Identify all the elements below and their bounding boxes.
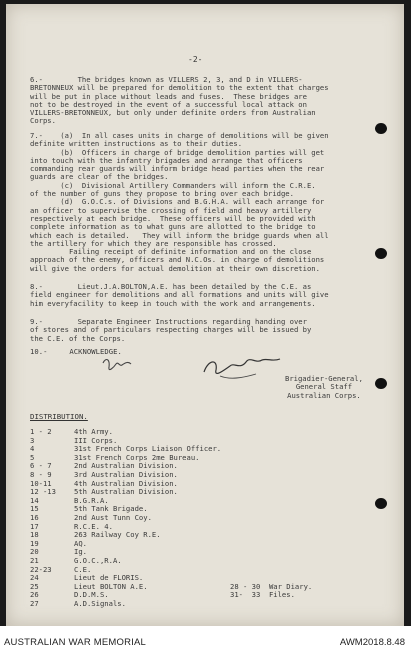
- brigadier-signature-icon: [200, 350, 290, 386]
- distribution-copy-number: 24: [30, 573, 39, 583]
- distribution-copy-number: 18: [30, 530, 39, 540]
- distribution-recipient: C.E.: [74, 564, 92, 574]
- punch-hole: [375, 248, 387, 259]
- distribution-side-row: 31- 33 Files.: [230, 590, 295, 600]
- distribution-recipient: R.C.E. 4.: [74, 521, 113, 531]
- paragraph-line: (c) Divisional Artillery Commanders will inform the C.R.E.: [30, 180, 316, 190]
- distribution-copy-number: 6 - 7: [30, 461, 52, 471]
- paragraph-line: definite written instructions as to their duties.: [30, 139, 243, 149]
- distribution-copy-number: 15: [30, 504, 39, 514]
- paragraph-line: field engineer for demolitions and all formations and units will give: [30, 290, 329, 300]
- distribution-recipient: III Corps.: [74, 435, 118, 445]
- paragraph-line: Failing receipt of definite information and on the close: [30, 247, 312, 257]
- paragraph-line: 9.- Separate Engineer Instructions regarding handing over: [30, 317, 307, 326]
- distribution-copy-number: 3: [30, 435, 35, 445]
- paragraph-line: 8.- Lieut.J.A.BOLTON,A.E. has been detailed by the C.E. as: [30, 282, 312, 291]
- paragraph-line: complete information as to what guns are allotted to the bridge to: [30, 222, 316, 232]
- distribution-copy-number: 21: [30, 556, 39, 565]
- paragraph-line: of the number of guns they propose to bring over each bridge.: [30, 189, 294, 199]
- paragraph-line: an officer to supervise the crossing of field and heavy artillery: [30, 205, 312, 215]
- paragraph-8: [30, 283, 370, 308]
- paragraph-line: 7.- (a) In all cases units in charge of demolitions will be given: [30, 131, 329, 140]
- distribution-recipient: 4th Army.: [74, 427, 113, 436]
- paragraph-9: [30, 318, 370, 343]
- paragraph-line: will be put in place without leads and fuses. These bridges are: [30, 91, 307, 101]
- paragraph-line: into touch with the infantry brigades and arrange that officers: [30, 155, 303, 165]
- punch-hole: [375, 498, 387, 509]
- paragraph-line: which each is detailed. They will inform the bridge guards when all: [30, 230, 329, 240]
- distribution-recipient: 5th Australian Division.: [74, 487, 178, 497]
- footer-source: AUSTRALIAN WAR MEMORIAL: [4, 637, 147, 648]
- signature-block: Brigadier-General, General Staff Australian Corps.: [285, 374, 363, 400]
- distribution-recipient: A.D.Signals.: [74, 599, 126, 608]
- footer-accession: AWM2018.8.48: [339, 637, 405, 648]
- paragraph-line: approach of the enemy, officers and N.C.Os. in charge of demolitions: [30, 255, 325, 265]
- distribution-recipient: G.O.C.,R.A.: [74, 556, 122, 565]
- distribution-copy-number: 12 -13: [30, 487, 56, 497]
- distribution-recipient: 31st French Corps Liaison Officer.: [74, 444, 222, 454]
- distribution-recipient: 31st French Corps 2me Bureau.: [74, 452, 200, 462]
- distribution-recipient: 5th Tank Brigade.: [74, 504, 148, 514]
- distribution-copy-number: 17: [30, 521, 39, 531]
- distribution-recipient: 2nd Australian Division.: [74, 461, 178, 471]
- distribution-side-row: 28 - 30 War Diary.: [230, 581, 313, 591]
- distribution-recipient: B.G.R.A.: [74, 495, 109, 505]
- distribution-copy-number: 20: [30, 547, 39, 557]
- distribution-copy-number: 16: [30, 513, 39, 522]
- distribution-recipient: Lieut BOLTON A.E.: [74, 581, 148, 591]
- paragraph-line: (b) Officers in charge of bridge demolition parties will get: [30, 147, 325, 157]
- distribution-copy-number: 5: [30, 452, 35, 462]
- distribution-recipient: Lieut de FLORIS.: [74, 573, 144, 583]
- distribution-copy-number: 1 - 2: [30, 427, 52, 436]
- paragraph-line: will give the orders for actual demolition at their own discretion.: [30, 263, 320, 273]
- distribution-copy-number: 27: [30, 599, 39, 608]
- distribution-copy-number: 22-23: [30, 564, 52, 574]
- distribution-copy-number: 10-11: [30, 478, 52, 488]
- distribution-copy-number: 4: [30, 444, 35, 454]
- distribution-recipient: 3rd Australian Division.: [74, 470, 178, 479]
- distribution-copy-number: 19: [30, 538, 39, 548]
- footer-bar: [0, 626, 411, 653]
- paragraph-line: the C.E. of the Corps.: [30, 333, 126, 343]
- distribution-copy-number: 14: [30, 495, 39, 505]
- distribution-copy-number: 25: [30, 581, 39, 591]
- paragraph-7: [30, 132, 370, 273]
- paragraph-line: guards are clear of the bridges.: [30, 172, 169, 182]
- paragraph-6: [30, 76, 370, 126]
- initials-signature-icon: [100, 355, 140, 377]
- paragraph-line: Corps.: [30, 116, 56, 126]
- distribution-recipient: 2nd Aust Tunn Coy.: [74, 513, 152, 522]
- paragraph-line: him everyfacility to keep in touch with the work and arrangements.: [30, 298, 316, 308]
- distribution-recipient: 4th Australian Division.: [74, 478, 178, 488]
- paragraph-line: not to be destroyed in the event of a successful local attack on: [30, 99, 307, 109]
- paragraph-line: BRETONNEUX will be prepared for demolition to the extent that charges: [30, 83, 329, 93]
- distribution-recipient: Ig.: [74, 547, 87, 557]
- paragraph-line: respectively at each bridge. These officers will be provided with: [30, 213, 316, 223]
- paragraph-line: VILLERS-BRETONNEUX, but only under definite orders from Australian: [30, 108, 316, 118]
- distribution-copy-number: 26: [30, 590, 39, 600]
- page-number: -2-: [188, 55, 203, 64]
- distribution-copy-number: 8 - 9: [30, 470, 52, 479]
- paragraph-line: commanding rear guards will inform bridge head parties when the rear: [30, 164, 325, 174]
- distribution-recipient: D.D.M.S.: [74, 590, 109, 600]
- paragraph-line: of stores and of particulars respecting charges will be issued by: [30, 325, 312, 335]
- paragraph-line: (d) G.O.C.s. of Divisions and B.G.H.A. will each arrange for: [30, 197, 325, 207]
- paragraph-line: the artillery for which they are responsible has crossed.: [30, 238, 277, 248]
- distribution-row: [30, 599, 126, 608]
- punch-hole: [375, 378, 387, 389]
- distribution-recipient: 263 Railway Coy R.E.: [74, 530, 161, 540]
- acknowledge-line: 10.- ACKNOWLEDGE.: [30, 347, 122, 356]
- distribution-title: DISTRIBUTION.: [30, 412, 88, 421]
- punch-hole: [375, 123, 387, 134]
- paragraph-line: 6.- The bridges known as VILLERS 2, 3, and D in VILLERS-: [30, 75, 303, 84]
- distribution-recipient: AQ.: [74, 538, 87, 548]
